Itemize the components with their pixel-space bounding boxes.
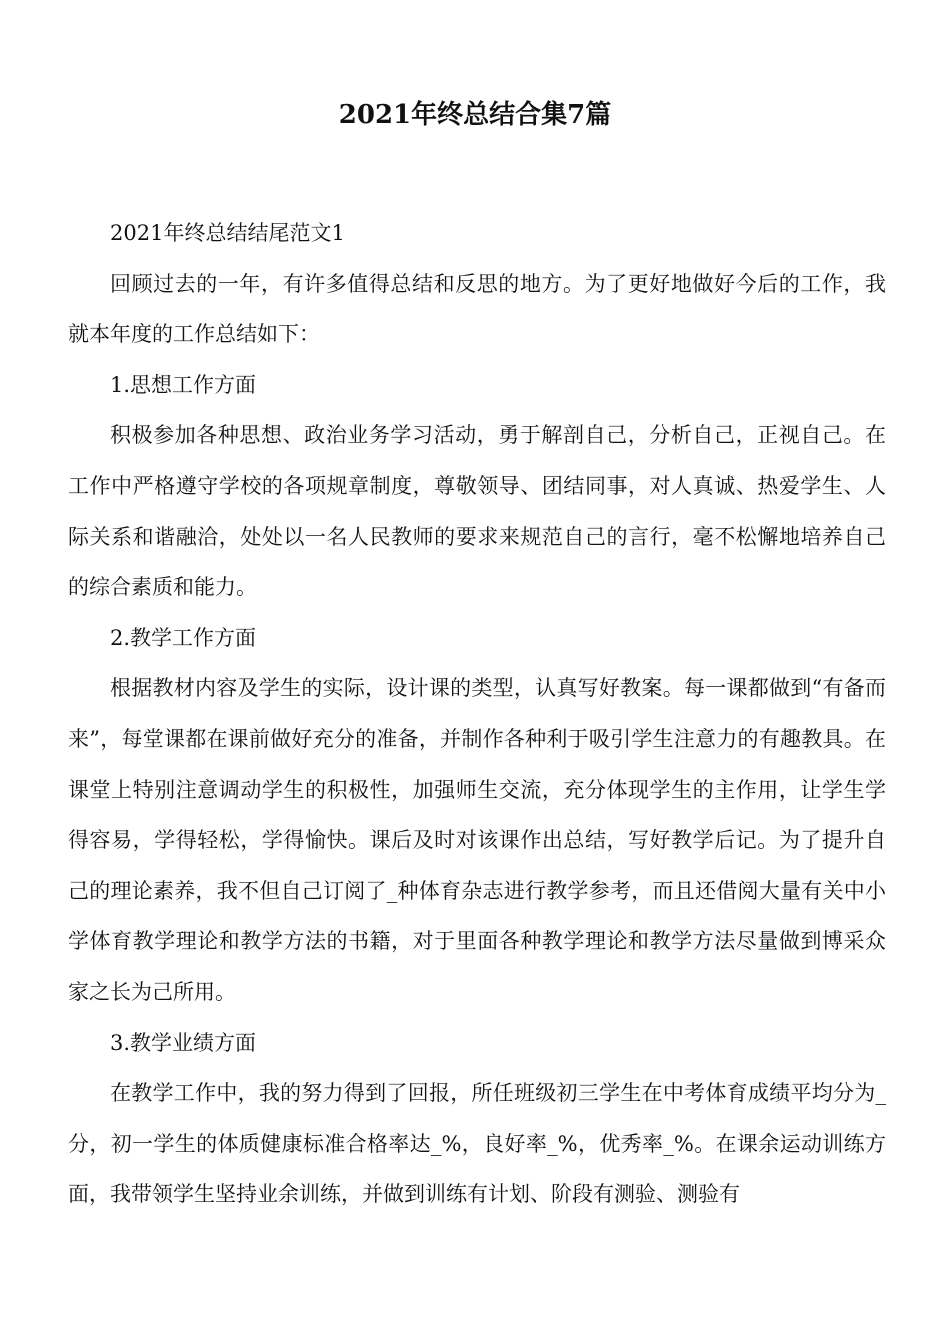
body-paragraph: 积极参加各种思想、政治业务学习活动，勇于解剖自己，分析自己，正视自己。在工作中严格遵守学校的各项规章制度，尊敬领导、团结同事，对人真诚、热爱学生、人际关系和谐融洽，处处以一名人民教师的要求来规范自己的言行，毫不松懈地培养自己的综合素质和能力。 xyxy=(68,423,886,600)
section-heading: 2.教学工作方面 xyxy=(110,625,257,650)
document-title: 2021年终总结合集7篇 xyxy=(338,100,612,130)
section-heading: 2021年终总结结尾范文1 xyxy=(110,221,345,245)
body-paragraph: 回顾过去的一年，有许多值得总结和反思的地方。为了更好地做好今后的工作，我就本年度的工作总结如下： xyxy=(68,271,886,347)
body-paragraph: 根据教材内容及学生的实际，设计课的类型，认真写好教案。每一课都做到“有备而来”，每堂课都在课前做好充分的准备，并制作各种利于吸引学生注意力的有趣教具。在课堂上特别注意调动学生的积极性，加强师生交流，充分体现学生的主作用，让学生学得容易，学得轻松，学得愉快。课后及时对该课作出总结，写好教学后记。为了提升自己的理论素养，我不但自己订阅了_种体育杂志进行教学参考，而且还借阅大量有关中小学体育教学理论和教学方法的书籍，对于里面各种教学理论和教学方法尽量做到博采众家之长为己所用。 xyxy=(68,676,886,1004)
document-body xyxy=(68,208,886,1220)
section-heading: 3.教学业绩方面 xyxy=(110,1030,257,1055)
body-paragraph: 在教学工作中，我的努力得到了回报，所任班级初三学生在中考体育成绩平均分为_分，初一学生的体质健康标准合格率达_%，良好率_%，优秀率_%。在课余运动训练方面，我带领学生坚持业余训练，并做到训练有计划、阶段有测验、测验有 xyxy=(68,1081,886,1207)
section-heading: 1.思想工作方面 xyxy=(110,372,257,397)
